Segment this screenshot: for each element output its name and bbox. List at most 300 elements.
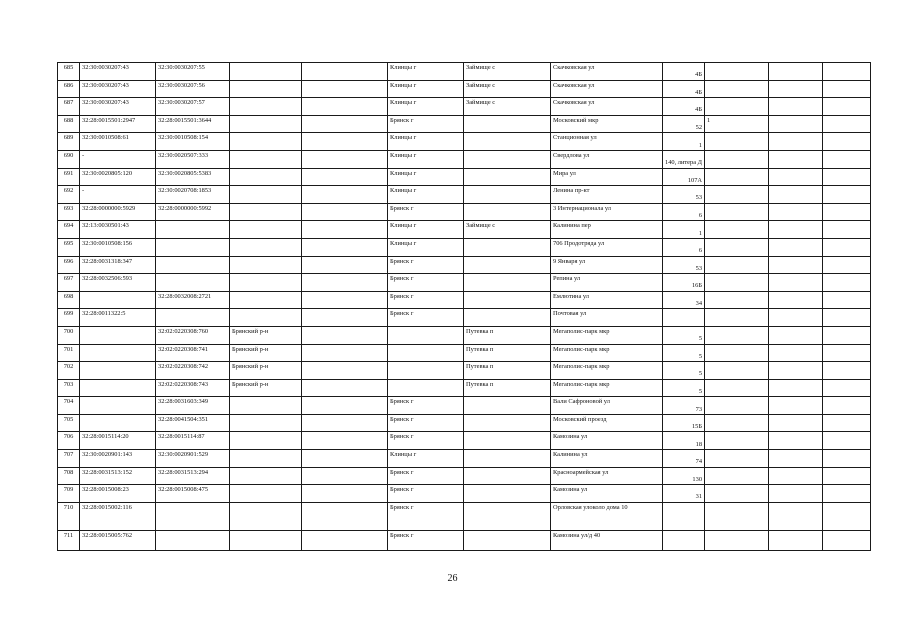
city-cell: Брянск г: [388, 397, 464, 415]
extra-cell-1: [705, 502, 769, 530]
extra-cell-1: [705, 238, 769, 256]
table-row: [58, 238, 871, 256]
extra-cell-3: [823, 450, 871, 468]
extra-cell-1: [705, 397, 769, 415]
street-cell: Московский проезд: [551, 414, 663, 432]
house-cell: [663, 502, 705, 530]
extra-cell-3: [823, 414, 871, 432]
object-cadastral-number-cell: [156, 256, 230, 274]
street-cell: Камозина ул/д 40: [551, 530, 663, 550]
row-number-cell: 693: [58, 203, 80, 221]
extra-cell-2: [769, 186, 823, 204]
cadastral-number-cell: 32:28:0032506:593: [80, 274, 156, 292]
extra-cell-2: [769, 467, 823, 485]
settlement-cell: [464, 186, 551, 204]
empty-cell: [302, 186, 388, 204]
city-cell: Брянск г: [388, 485, 464, 503]
row-number-cell: 707: [58, 450, 80, 468]
settlement-cell: Займище с: [464, 63, 551, 81]
row-number-cell: 710: [58, 502, 80, 530]
settlement-cell: [464, 274, 551, 292]
house-cell: 53: [663, 186, 705, 204]
house-cell: 1: [663, 133, 705, 151]
row-number-cell: 702: [58, 362, 80, 380]
settlement-cell: [464, 450, 551, 468]
settlement-cell: [464, 414, 551, 432]
street-cell: Скачковская ул: [551, 80, 663, 98]
city-cell: Брянск г: [388, 432, 464, 450]
city-cell: Брянск г: [388, 467, 464, 485]
object-cadastral-number-cell: 32:28:0031513:294: [156, 467, 230, 485]
city-cell: Брянск г: [388, 291, 464, 309]
district-cell: [230, 168, 302, 186]
row-number-cell: 692: [58, 186, 80, 204]
row-number-cell: 695: [58, 238, 80, 256]
street-cell: Калинина ул: [551, 450, 663, 468]
street-cell: 9 Января ул: [551, 256, 663, 274]
settlement-cell: [464, 203, 551, 221]
extra-cell-3: [823, 221, 871, 239]
empty-cell: [302, 256, 388, 274]
row-number-cell: 703: [58, 379, 80, 397]
city-cell: Брянск г: [388, 115, 464, 133]
city-cell: Брянск г: [388, 256, 464, 274]
extra-cell-1: [705, 63, 769, 81]
city-cell: Брянск г: [388, 274, 464, 292]
empty-cell: [302, 274, 388, 292]
table-row: [58, 80, 871, 98]
extra-cell-2: [769, 309, 823, 327]
cadastral-number-cell: [80, 326, 156, 344]
settlement-cell: [464, 256, 551, 274]
extra-cell-3: [823, 530, 871, 550]
cadastral-number-cell: 32:30:0030207:43: [80, 98, 156, 116]
empty-cell: [302, 150, 388, 168]
cadastral-number-cell: 32:30:0020805:120: [80, 168, 156, 186]
district-cell: [230, 203, 302, 221]
extra-cell-2: [769, 344, 823, 362]
street-cell: Мира ул: [551, 168, 663, 186]
house-cell: 5: [663, 379, 705, 397]
row-number-cell: 705: [58, 414, 80, 432]
house-cell: [663, 309, 705, 327]
street-cell: Вали Сафроновой ул: [551, 397, 663, 415]
street-cell: Почтовая ул: [551, 309, 663, 327]
house-cell: 15Б: [663, 414, 705, 432]
settlement-cell: [464, 467, 551, 485]
table-row: [58, 414, 871, 432]
city-cell: [388, 344, 464, 362]
city-cell: Брянск г: [388, 203, 464, 221]
empty-cell: [302, 530, 388, 550]
settlement-cell: [464, 168, 551, 186]
district-cell: [230, 115, 302, 133]
settlement-cell: [464, 115, 551, 133]
row-number-cell: 706: [58, 432, 80, 450]
extra-cell-2: [769, 63, 823, 81]
district-cell: [230, 98, 302, 116]
house-cell: [663, 530, 705, 550]
row-number-cell: 701: [58, 344, 80, 362]
extra-cell-3: [823, 309, 871, 327]
empty-cell: [302, 203, 388, 221]
row-number-cell: 691: [58, 168, 80, 186]
house-cell: 4Б: [663, 80, 705, 98]
row-number-cell: 686: [58, 80, 80, 98]
extra-cell-2: [769, 502, 823, 530]
street-cell: 3 Интернационала ул: [551, 203, 663, 221]
object-cadastral-number-cell: 32:02:0220308:742: [156, 362, 230, 380]
city-cell: Клинцы г: [388, 98, 464, 116]
object-cadastral-number-cell: [156, 221, 230, 239]
cadastral-number-cell: -: [80, 150, 156, 168]
extra-cell-2: [769, 397, 823, 415]
empty-cell: [302, 379, 388, 397]
extra-cell-3: [823, 80, 871, 98]
table-row: [58, 133, 871, 151]
city-cell: [388, 362, 464, 380]
settlement-cell: Путевка п: [464, 379, 551, 397]
extra-cell-1: [705, 80, 769, 98]
street-cell: Мегаполис-парк мкр: [551, 326, 663, 344]
table-row: [58, 309, 871, 327]
district-cell: [230, 530, 302, 550]
row-number-cell: 711: [58, 530, 80, 550]
empty-cell: [302, 432, 388, 450]
table-row: [58, 115, 871, 133]
object-cadastral-number-cell: 32:28:0015501:3644: [156, 115, 230, 133]
object-cadastral-number-cell: 32:28:0015114:87: [156, 432, 230, 450]
empty-cell: [302, 344, 388, 362]
extra-cell-1: [705, 274, 769, 292]
object-cadastral-number-cell: 32:02:0220308:741: [156, 344, 230, 362]
extra-cell-2: [769, 98, 823, 116]
empty-cell: [302, 502, 388, 530]
object-cadastral-number-cell: 32:30:0030207:57: [156, 98, 230, 116]
district-cell: Брянский р-н: [230, 344, 302, 362]
table-row: [58, 186, 871, 204]
extra-cell-3: [823, 432, 871, 450]
extra-cell-2: [769, 203, 823, 221]
table-row: [58, 63, 871, 81]
extra-cell-1: [705, 326, 769, 344]
row-number-cell: 708: [58, 467, 80, 485]
street-cell: Скачковская ул: [551, 98, 663, 116]
street-cell: Репина ул: [551, 274, 663, 292]
district-cell: [230, 397, 302, 415]
cadastral-number-cell: 32:30:0020901:143: [80, 450, 156, 468]
cadastral-number-cell: 32:30:0010508:156: [80, 238, 156, 256]
street-cell: 706 Продотряда ул: [551, 238, 663, 256]
settlement-cell: [464, 485, 551, 503]
settlement-cell: Займище с: [464, 80, 551, 98]
extra-cell-3: [823, 168, 871, 186]
cadastral-number-cell: 32:28:0015114:20: [80, 432, 156, 450]
cadastral-number-cell: 32:28:0015002:116: [80, 502, 156, 530]
extra-cell-2: [769, 291, 823, 309]
house-cell: 4Б: [663, 63, 705, 81]
district-cell: [230, 485, 302, 503]
extra-cell-1: [705, 98, 769, 116]
table-row: [58, 530, 871, 550]
row-number-cell: 709: [58, 485, 80, 503]
object-cadastral-number-cell: 32:30:0020507:333: [156, 150, 230, 168]
empty-cell: [302, 80, 388, 98]
street-cell: Станционная ул: [551, 133, 663, 151]
extra-cell-1: [705, 309, 769, 327]
object-cadastral-number-cell: 32:30:0020805:5383: [156, 168, 230, 186]
empty-cell: [302, 485, 388, 503]
row-number-cell: 697: [58, 274, 80, 292]
empty-cell: [302, 467, 388, 485]
extra-cell-3: [823, 379, 871, 397]
street-cell: Камозина ул: [551, 432, 663, 450]
row-number-cell: 687: [58, 98, 80, 116]
house-cell: 140, литера Д: [663, 150, 705, 168]
house-cell: 5: [663, 326, 705, 344]
extra-cell-1: [705, 432, 769, 450]
settlement-cell: [464, 397, 551, 415]
street-cell: Свердлова ул: [551, 150, 663, 168]
settlement-cell: Путевка п: [464, 344, 551, 362]
settlement-cell: [464, 530, 551, 550]
city-cell: Брянск г: [388, 530, 464, 550]
extra-cell-2: [769, 450, 823, 468]
extra-cell-2: [769, 221, 823, 239]
object-cadastral-number-cell: 32:28:0031603:349: [156, 397, 230, 415]
extra-cell-3: [823, 291, 871, 309]
extra-cell-1: [705, 362, 769, 380]
extra-cell-1: [705, 256, 769, 274]
district-cell: [230, 291, 302, 309]
object-cadastral-number-cell: [156, 238, 230, 256]
extra-cell-1: [705, 150, 769, 168]
city-cell: Брянск г: [388, 502, 464, 530]
object-cadastral-number-cell: [156, 502, 230, 530]
extra-cell-3: [823, 344, 871, 362]
object-cadastral-number-cell: 32:30:0030207:55: [156, 63, 230, 81]
table-row: [58, 397, 871, 415]
cadastral-number-cell: 32:28:0015008:23: [80, 485, 156, 503]
extra-cell-3: [823, 238, 871, 256]
table-row: [58, 221, 871, 239]
object-cadastral-number-cell: [156, 309, 230, 327]
extra-cell-3: [823, 467, 871, 485]
street-cell: Орловская улоколо дома 10: [551, 502, 663, 530]
settlement-cell: Путевка п: [464, 326, 551, 344]
table-row: [58, 485, 871, 503]
extra-cell-1: [705, 467, 769, 485]
district-cell: [230, 256, 302, 274]
empty-cell: [302, 63, 388, 81]
object-cadastral-number-cell: [156, 274, 230, 292]
extra-cell-3: [823, 397, 871, 415]
extra-cell-1: [705, 221, 769, 239]
cadastral-number-cell: 32:28:0031513:152: [80, 467, 156, 485]
district-cell: [230, 221, 302, 239]
extra-cell-3: [823, 98, 871, 116]
street-cell: Красноармейская ул: [551, 467, 663, 485]
street-cell: Емлютина ул: [551, 291, 663, 309]
row-number-cell: 696: [58, 256, 80, 274]
extra-cell-1: 1: [705, 115, 769, 133]
city-cell: [388, 379, 464, 397]
object-cadastral-number-cell: 32:02:0220308:743: [156, 379, 230, 397]
object-cadastral-number-cell: 32:28:0032008:2721: [156, 291, 230, 309]
house-cell: 4Б: [663, 98, 705, 116]
cadastral-number-cell: 32:30:0030207:43: [80, 63, 156, 81]
city-cell: Клинцы г: [388, 80, 464, 98]
table-row: [58, 168, 871, 186]
extra-cell-2: [769, 530, 823, 550]
extra-cell-2: [769, 362, 823, 380]
city-cell: [388, 326, 464, 344]
street-cell: Калинина пер: [551, 221, 663, 239]
city-cell: Клинцы г: [388, 150, 464, 168]
extra-cell-2: [769, 432, 823, 450]
empty-cell: [302, 414, 388, 432]
table-body: [58, 63, 871, 551]
table-row: [58, 502, 871, 530]
district-cell: [230, 186, 302, 204]
empty-cell: [302, 168, 388, 186]
city-cell: Клинцы г: [388, 133, 464, 151]
empty-cell: [302, 326, 388, 344]
extra-cell-2: [769, 485, 823, 503]
row-number-cell: 698: [58, 291, 80, 309]
city-cell: Клинцы г: [388, 186, 464, 204]
row-number-cell: 694: [58, 221, 80, 239]
extra-cell-2: [769, 379, 823, 397]
house-cell: 5: [663, 362, 705, 380]
settlement-cell: [464, 150, 551, 168]
house-cell: 5: [663, 344, 705, 362]
table-row: [58, 256, 871, 274]
cadastral-number-cell: 32:28:0011322:5: [80, 309, 156, 327]
cadastral-number-cell: [80, 397, 156, 415]
settlement-cell: [464, 238, 551, 256]
street-cell: Мегаполис-парк мкр: [551, 344, 663, 362]
house-cell: 130: [663, 467, 705, 485]
object-cadastral-number-cell: 32:30:0030207:56: [156, 80, 230, 98]
object-cadastral-number-cell: 32:28:0015008:475: [156, 485, 230, 503]
extra-cell-3: [823, 274, 871, 292]
city-cell: Клинцы г: [388, 63, 464, 81]
district-cell: [230, 309, 302, 327]
district-cell: [230, 133, 302, 151]
extra-cell-2: [769, 414, 823, 432]
district-cell: [230, 502, 302, 530]
page-number: 26: [447, 573, 458, 584]
settlement-cell: [464, 291, 551, 309]
row-number-cell: 689: [58, 133, 80, 151]
cadastral-number-cell: [80, 379, 156, 397]
cadastral-number-cell: [80, 362, 156, 380]
row-number-cell: 699: [58, 309, 80, 327]
extra-cell-1: [705, 450, 769, 468]
object-cadastral-number-cell: 32:28:0000000:5992: [156, 203, 230, 221]
city-cell: Клинцы г: [388, 450, 464, 468]
empty-cell: [302, 291, 388, 309]
empty-cell: [302, 238, 388, 256]
cadastral-number-cell: [80, 344, 156, 362]
table-row: [58, 450, 871, 468]
house-cell: 107А: [663, 168, 705, 186]
district-cell: Брянский р-н: [230, 326, 302, 344]
city-cell: Клинцы г: [388, 238, 464, 256]
table-row: [58, 379, 871, 397]
table-row: [58, 326, 871, 344]
street-cell: Скачковская ул: [551, 63, 663, 81]
extra-cell-1: [705, 414, 769, 432]
table-row: [58, 291, 871, 309]
settlement-cell: Займище с: [464, 98, 551, 116]
row-number-cell: 690: [58, 150, 80, 168]
extra-cell-3: [823, 256, 871, 274]
house-cell: 6: [663, 203, 705, 221]
table-row: [58, 432, 871, 450]
cadastral-number-cell: 32:13:0030501:43: [80, 221, 156, 239]
district-cell: [230, 450, 302, 468]
house-cell: 52: [663, 115, 705, 133]
cadastral-number-cell: 32:30:0010508:61: [80, 133, 156, 151]
city-cell: Брянск г: [388, 309, 464, 327]
object-cadastral-number-cell: 32:28:0041504:351: [156, 414, 230, 432]
table-row: [58, 362, 871, 380]
cadastral-number-cell: 32:28:0000000:5929: [80, 203, 156, 221]
extra-cell-2: [769, 238, 823, 256]
extra-cell-2: [769, 80, 823, 98]
city-cell: Клинцы г: [388, 168, 464, 186]
empty-cell: [302, 115, 388, 133]
row-number-cell: 685: [58, 63, 80, 81]
extra-cell-3: [823, 63, 871, 81]
extra-cell-1: [705, 344, 769, 362]
cadastral-number-cell: -: [80, 186, 156, 204]
district-cell: [230, 414, 302, 432]
extra-cell-2: [769, 115, 823, 133]
extra-cell-3: [823, 203, 871, 221]
settlement-cell: Путевка п: [464, 362, 551, 380]
row-number-cell: 704: [58, 397, 80, 415]
district-cell: Брянский р-н: [230, 379, 302, 397]
settlement-cell: [464, 133, 551, 151]
empty-cell: [302, 98, 388, 116]
table-row: [58, 98, 871, 116]
extra-cell-1: [705, 530, 769, 550]
object-cadastral-number-cell: 32:30:0010508:154: [156, 133, 230, 151]
table-row: [58, 467, 871, 485]
row-number-cell: 700: [58, 326, 80, 344]
extra-cell-2: [769, 150, 823, 168]
extra-cell-3: [823, 150, 871, 168]
settlement-cell: Займище с: [464, 221, 551, 239]
table-row: [58, 344, 871, 362]
extra-cell-1: [705, 133, 769, 151]
empty-cell: [302, 450, 388, 468]
object-cadastral-number-cell: 32:30:0020901:529: [156, 450, 230, 468]
extra-cell-1: [705, 168, 769, 186]
table-row: [58, 203, 871, 221]
cadastral-number-cell: 32:28:0015005:762: [80, 530, 156, 550]
settlement-cell: [464, 309, 551, 327]
city-cell: Клинцы г: [388, 221, 464, 239]
extra-cell-1: [705, 203, 769, 221]
extra-cell-3: [823, 115, 871, 133]
cadastral-number-cell: [80, 291, 156, 309]
extra-cell-1: [705, 485, 769, 503]
extra-cell-2: [769, 256, 823, 274]
